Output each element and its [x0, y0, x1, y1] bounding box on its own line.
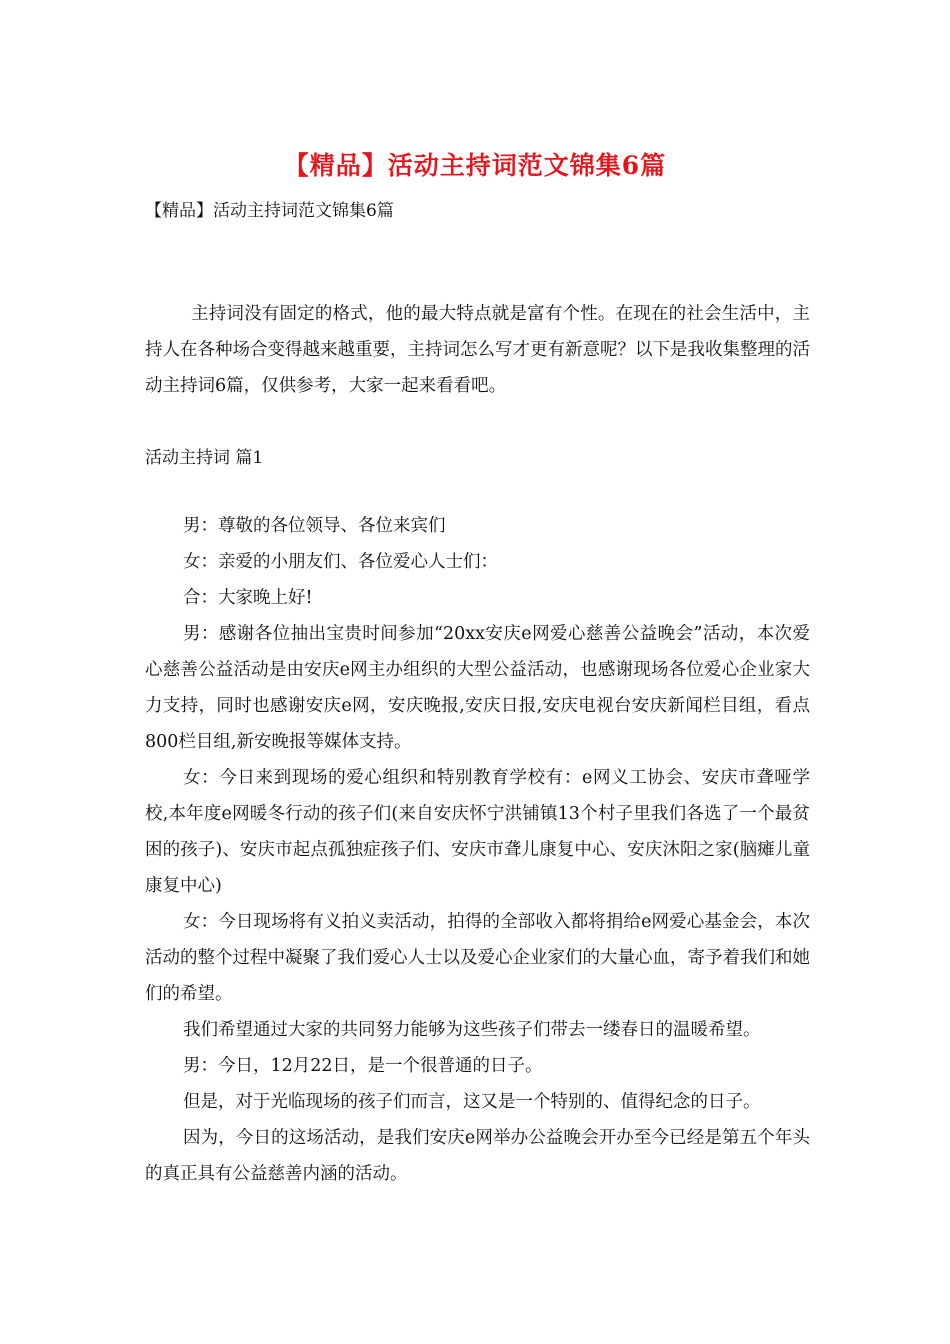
paragraph: 男：尊敬的各位领导、各位来宾们 [183, 516, 446, 536]
dialogue-body [145, 508, 810, 1192]
paragraph: 合：大家晚上好! [183, 588, 313, 608]
paragraph: 因为，今日的这场活动，是我们安庆e网举办公益晚会开办至今已经是第五个年头的真正具有公益慈善内涵的活动。 [145, 1128, 810, 1184]
paragraph: 女：今日来到现场的爱心组织和特别教育学校有：e网义工协会、安庆市聋哑学校,本年度e网暖冬行动的孩子们(来自安庆怀宁洪铺镇13个村子里我们各选了一个最贫困的孩子)、安庆市起点孤独症孩子们、安庆市聋儿康复中心、安庆沐阳之家(脑瘫儿童康复中心) [145, 768, 810, 896]
paragraph: 男：感谢各位抽出宝贵时间参加“20xx安庆e网爱心慈善公益晚会”活动，本次爱心慈善公益活动是由安庆e网主办组织的大型公益活动，也感谢现场各位爱心企业家大力支持，同时也感谢安庆e网，安庆晚报,安庆日报,安庆电视台安庆新闻栏目组，看点800栏目组,新安晚报等媒体支持。 [145, 624, 810, 752]
paragraph: 女：亲爱的小朋友们、各位爱心人士们： [183, 552, 498, 572]
paragraph: 我们希望通过大家的共同努力能够为这些孩子们带去一缕春日的温暖希望。 [183, 1020, 761, 1040]
paragraph: 女：今日现场将有义拍义卖活动，拍得的全部收入都将捐给e网爱心基金会，本次活动的整个过程中凝聚了我们爱心人士以及爱心企业家们的大量心血，寄予着我们和她们的希望。 [145, 912, 810, 1004]
document-subtitle: 【精品】活动主持词范文锦集6篇 [145, 201, 394, 221]
section-heading: 活动主持词 篇1 [145, 448, 264, 468]
paragraph: 但是，对于光临现场的孩子们而言，这又是一个特别的、值得纪念的日子。 [183, 1092, 761, 1112]
document-title: 【精品】活动主持词范文锦集6篇 [283, 151, 667, 180]
intro-paragraph: 主持词没有固定的格式，他的最大特点就是富有个性。在现在的社会生活中，主持人在各种场合变得越来越重要，主持词怎么写才更有新意呢？以下是我收集整理的活动主持词6篇，仅供参考，大家一起来看看吧。 [145, 304, 810, 396]
paragraph: 男：今日，12月22日，是一个很普通的日子。 [183, 1056, 543, 1076]
